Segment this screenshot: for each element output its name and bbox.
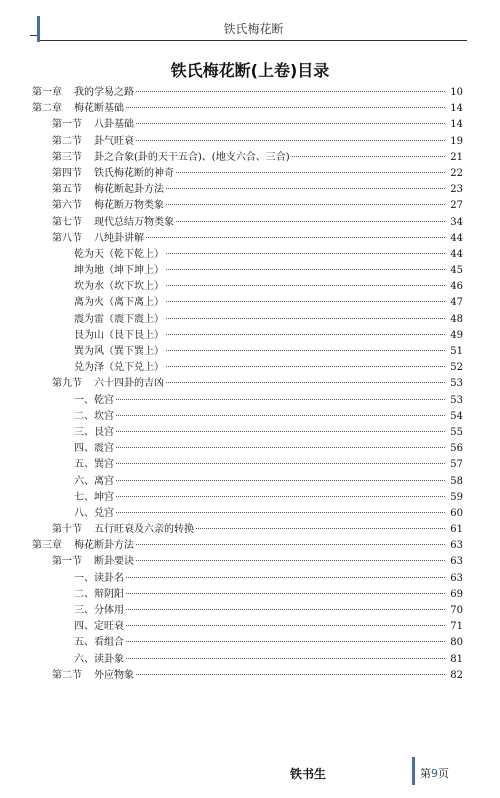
toc-entry[interactable]: [32, 587, 463, 603]
toc-entry[interactable]: [32, 457, 463, 473]
dot-leader: [116, 431, 445, 432]
toc-entry-number: 第七节: [52, 216, 82, 228]
toc-entry-title: 五、巽宫: [74, 459, 114, 471]
toc-entry-number: 第一节: [52, 556, 82, 568]
toc-entry-title: 坎为水（坎下坎上）: [74, 281, 164, 293]
dot-leader: [126, 577, 445, 578]
toc-entry-title: 一、读卦名: [74, 572, 124, 584]
toc-entry-page: 23: [450, 184, 463, 196]
toc-entry-page: 48: [450, 313, 463, 325]
toc-entry[interactable]: [32, 393, 463, 409]
toc-entry-page: 49: [450, 329, 463, 341]
toc-entry-number: 第五节: [52, 184, 82, 196]
toc-entry[interactable]: [32, 376, 463, 392]
toc-entry-page: 71: [450, 621, 463, 633]
toc-entry-title: 震为雷（震下震上）: [74, 313, 164, 325]
toc-entry-title: 梅花断基础: [74, 103, 124, 115]
dot-leader: [166, 253, 445, 254]
toc-entry-page: 47: [450, 297, 463, 309]
toc-entry[interactable]: [32, 474, 463, 490]
toc-entry-page: 60: [450, 507, 463, 519]
header-rule: [40, 40, 467, 41]
dot-leader: [116, 447, 445, 448]
dot-leader: [136, 674, 445, 675]
toc-entry-number: 第二节: [52, 669, 82, 681]
toc-entry-page: 22: [450, 167, 463, 179]
dot-leader: [116, 480, 445, 481]
toc-entry-title: 八、兑宫: [74, 507, 114, 519]
toc-entry-number: 第九节: [52, 378, 82, 390]
page-suffix: 页: [438, 767, 449, 780]
dot-leader: [176, 172, 445, 173]
running-header-title: 铁氏梅花断: [223, 22, 284, 36]
dot-leader: [136, 560, 445, 561]
toc-entry-page: 27: [450, 200, 463, 212]
toc-entry-number: 第一章: [32, 87, 62, 98]
toc-entry-title: 六、读卦象: [74, 653, 124, 665]
footer-page-number: [420, 765, 449, 781]
toc-entry-page: 70: [450, 605, 463, 616]
dot-leader: [136, 544, 445, 545]
toc-entry[interactable]: [32, 619, 463, 635]
toc-entry[interactable]: [32, 668, 463, 684]
toc-entry-page: 81: [450, 653, 463, 665]
toc-entry-title: 二、辩阴阳: [74, 588, 124, 600]
toc-entry[interactable]: [32, 360, 463, 376]
toc-entry-page: 56: [450, 443, 463, 455]
dot-leader: [126, 625, 445, 626]
toc-entry-page: 54: [450, 410, 463, 422]
dot-leader: [166, 204, 445, 205]
toc-entry[interactable]: [32, 652, 463, 668]
dot-leader: [166, 285, 445, 286]
toc-entry-page: 69: [450, 588, 463, 600]
toc-entry[interactable]: [32, 328, 463, 344]
toc-entry-number: 第六节: [52, 200, 82, 212]
dot-leader: [126, 641, 445, 642]
toc-entry-page: 63: [450, 540, 463, 552]
toc-entry[interactable]: [32, 295, 463, 311]
dot-leader: [166, 301, 445, 302]
toc-entry[interactable]: [32, 554, 463, 570]
footer-accent-bar: [412, 757, 415, 785]
toc-entry-page: 63: [450, 556, 463, 568]
toc-entry[interactable]: [32, 409, 463, 425]
dot-leader: [166, 382, 445, 383]
dot-leader: [196, 528, 445, 529]
toc-entry[interactable]: [32, 215, 463, 231]
dot-leader: [136, 140, 445, 141]
toc-entry[interactable]: [32, 490, 463, 506]
dot-leader: [136, 91, 445, 92]
toc-entry[interactable]: [32, 425, 463, 441]
toc-entry[interactable]: [32, 263, 463, 279]
page-num: 9: [431, 767, 438, 780]
toc-entry-page: 53: [450, 394, 463, 406]
toc-entry-title: 八纯卦讲解: [94, 232, 144, 244]
dot-leader: [166, 318, 445, 319]
toc-entry[interactable]: [32, 441, 463, 457]
toc-entry-page: 59: [450, 491, 463, 503]
toc-entry[interactable]: [32, 134, 463, 150]
toc-entry-title: 离为火（离下离上）: [74, 297, 164, 309]
toc-entry[interactable]: [32, 571, 463, 587]
toc-entry-page: 44: [450, 248, 463, 260]
toc-entry-title: 梅花断卦方法: [74, 540, 134, 552]
toc-entry-title: 坤为地（坤下坤上）: [74, 265, 164, 277]
toc-entry[interactable]: [32, 312, 463, 328]
toc-entry-title: 铁氏梅花断的神奇: [94, 167, 174, 179]
toc-entry-title: 艮为山（艮下艮上）: [74, 329, 164, 341]
toc-entry-page: 51: [450, 346, 463, 357]
toc-entry-page: 14: [450, 103, 463, 115]
toc-entry-title: 七、坤宫: [74, 491, 114, 503]
toc-entry-title: 五行旺衰及六亲的转换: [94, 524, 194, 536]
toc-entry-number: 第八节: [52, 232, 82, 244]
footer-author: 铁书生: [290, 767, 327, 781]
toc-entry[interactable]: [32, 344, 463, 360]
toc-entry-page: 44: [450, 232, 463, 244]
toc-entry-page: 45: [450, 265, 463, 277]
toc-entry[interactable]: [32, 231, 463, 247]
toc-entry-page: 52: [450, 362, 463, 374]
toc-entry-page: 57: [450, 459, 463, 471]
toc-entry-title: 五、看组合: [74, 637, 124, 649]
toc-entry-title: 乾为天（乾下乾上）: [74, 248, 164, 260]
toc-entry-title: 梅花断万物类象: [94, 200, 164, 212]
toc-entry-number: 第三章: [32, 540, 62, 552]
toc-entry-number: 第四节: [52, 167, 82, 179]
toc-entry[interactable]: [32, 506, 463, 522]
toc-entry-page: 34: [450, 216, 463, 228]
toc-entry[interactable]: [32, 635, 463, 651]
toc-entry-page: 55: [450, 426, 463, 438]
toc-entry-page: 58: [450, 475, 463, 487]
toc-entry-title: 八卦基础: [94, 119, 134, 131]
toc-entry[interactable]: [32, 198, 463, 214]
dot-leader: [136, 123, 445, 124]
toc-entry-page: 19: [450, 135, 463, 147]
page-prefix: 第: [420, 767, 431, 780]
document-title: 铁氏梅花断(上卷)目录: [170, 61, 330, 80]
dot-leader: [126, 609, 445, 610]
toc-entry-page: 46: [450, 281, 463, 293]
toc-entry-title: 六、离宫: [74, 475, 114, 487]
dot-leader: [166, 188, 445, 189]
toc-entry-title: 梅花断起卦方法: [94, 184, 164, 196]
toc-entry-page: 61: [450, 524, 463, 536]
toc-entry[interactable]: [32, 279, 463, 295]
dot-leader: [116, 496, 445, 497]
toc-entry-page: 63: [450, 572, 463, 584]
toc-entry-title: 卦气旺衰: [94, 135, 134, 147]
dot-leader: [166, 269, 445, 270]
toc-entry-page: 80: [450, 637, 463, 649]
toc-entry-page: 14: [450, 119, 463, 131]
toc-entry[interactable]: [32, 150, 463, 166]
toc-entry-title: 三、艮宫: [74, 426, 114, 438]
toc-entry-title: 二、坎宫: [74, 410, 114, 422]
toc-entry-page: 82: [450, 669, 463, 681]
toc-entry[interactable]: [32, 603, 463, 619]
toc-entry[interactable]: [32, 538, 463, 554]
toc-entry-title: 巽为风（巽下巽上）: [74, 346, 164, 357]
toc-entry-number: 第二节: [52, 135, 82, 147]
toc-entry-number: 第三节: [52, 151, 82, 163]
toc-entry[interactable]: [32, 117, 463, 133]
toc-entry-title: 三、分体用: [74, 605, 124, 616]
toc-entry-title: 一、乾宫: [74, 394, 114, 406]
dot-leader: [126, 107, 445, 108]
toc-entry[interactable]: [32, 101, 463, 117]
toc-entry-number: 第十节: [52, 524, 82, 536]
toc-entry-title: 外应物象: [94, 669, 134, 681]
toc-entry-page: 10: [450, 87, 463, 98]
toc-entry-title: 兑为泽（兑下兑上）: [74, 362, 164, 374]
dot-leader: [176, 221, 445, 222]
dot-leader: [126, 593, 445, 594]
toc-entry-title: 四、震宫: [74, 443, 114, 455]
dot-leader: [166, 366, 445, 367]
dot-leader: [146, 237, 445, 238]
toc-entry-title: 六十四卦的吉凶: [94, 378, 164, 390]
toc-entry[interactable]: [32, 182, 463, 198]
dot-leader: [116, 512, 445, 513]
toc-entry-title: 卦之合象(卦的天干五合)、(地支六合、三合): [94, 151, 290, 163]
toc-entry-title: 现代总结万物类象: [94, 216, 174, 228]
dot-leader: [116, 399, 445, 400]
toc-entry-number: 第二章: [32, 103, 62, 115]
dot-leader: [116, 415, 445, 416]
toc-entry[interactable]: [32, 85, 463, 101]
toc-entry-title: 我的学易之路: [74, 87, 134, 98]
toc-entry-number: 第一节: [52, 119, 82, 131]
dot-leader: [116, 463, 445, 464]
dot-leader: [166, 350, 445, 351]
toc-entry[interactable]: [32, 522, 463, 538]
header-dash: [30, 35, 37, 36]
dot-leader: [126, 658, 445, 659]
toc-entry-page: 53: [450, 378, 463, 390]
toc-entry[interactable]: [32, 166, 463, 182]
table-of-contents: [32, 85, 463, 684]
dot-leader: [292, 156, 445, 157]
toc-entry-page: 21: [450, 151, 463, 163]
toc-entry[interactable]: [32, 247, 463, 263]
toc-entry-title: 断卦要诀: [94, 556, 134, 568]
toc-entry-title: 四、定旺衰: [74, 621, 124, 633]
dot-leader: [166, 334, 445, 335]
